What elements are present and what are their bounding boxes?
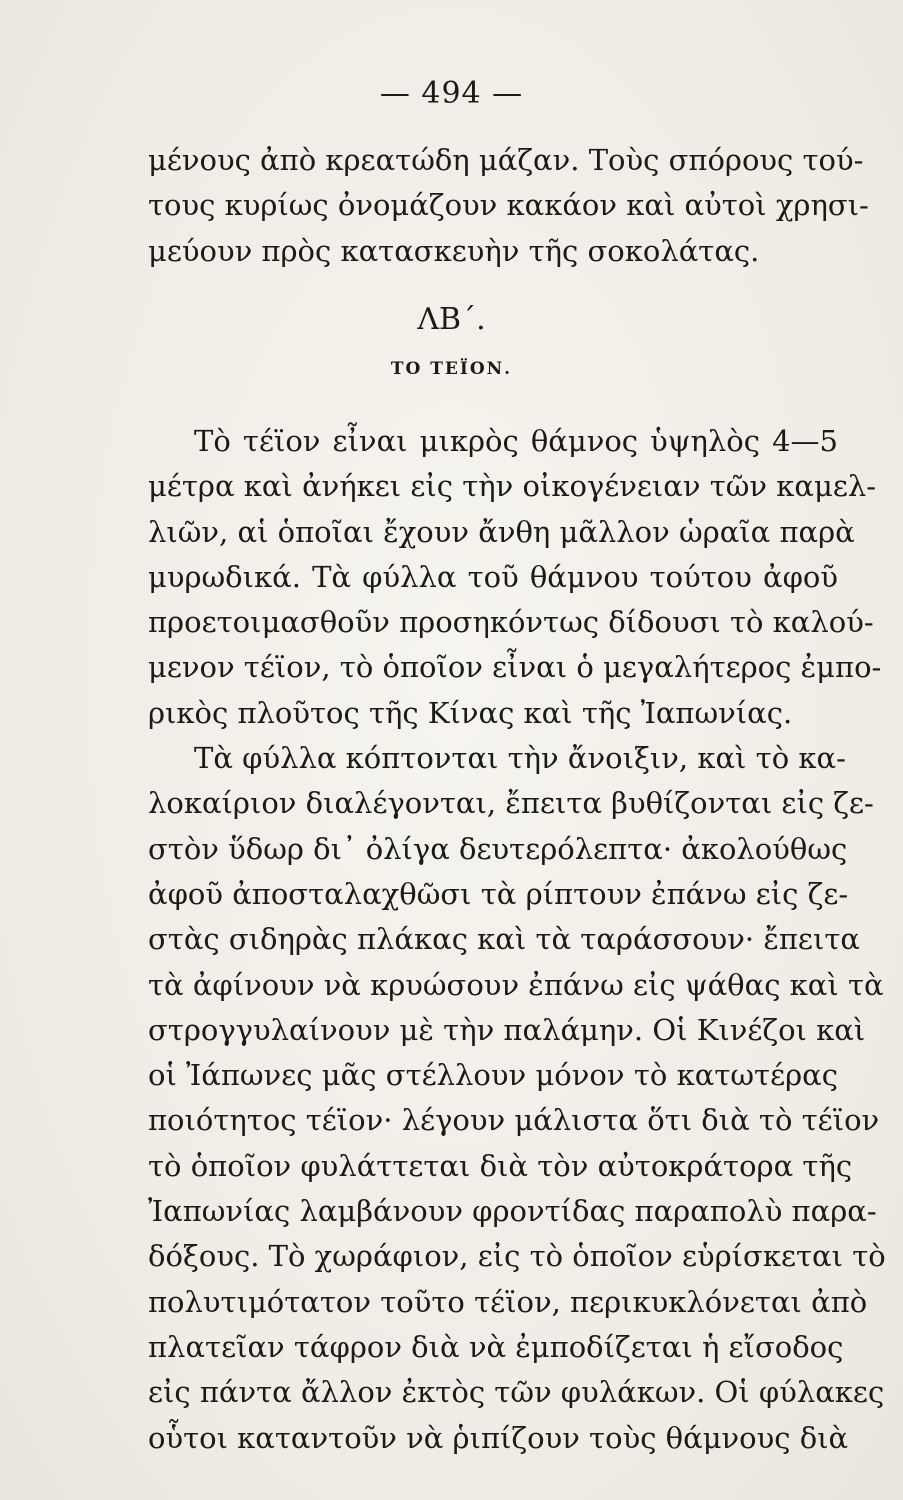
text-line: τὰ ἀφίνουν νὰ κρυώσουν ἐπάνω εἰς ψάθας καὶ τὰ [148,967,884,1002]
text-line: οἱ Ἰάπωνες μᾶς στέλλουν μόνον τὸ κατωτέρας [148,1058,838,1093]
text-line: Ἰαπωνίας λαμβάνουν φροντίδας παραπολὺ παρα- [148,1194,877,1229]
section-title: ΤΟ ΤΕΪΟΝ. [390,359,513,379]
top-paragraph [148,138,869,274]
text-line: μυρωδικά. Τὰ φύλλα τοῦ θάμνου τούτου ἀφοῦ [148,559,838,594]
page-number: — 494 — [379,76,524,111]
text-line: μεύουν πρὸς κατασκευὴν τῆς σοκολάτας. [148,233,760,268]
text-line: δόξους. Τὸ χωράφιον, εἰς τὸ ὁποῖον εὑρίσκεται τὸ [148,1239,886,1274]
text-line: τους κυρίως ὀνομάζουν κακάον καὶ αὐτοὶ χρησι- [148,188,869,223]
text-line: πλατεῖαν τάφρον διὰ νὰ ἐμποδίζεται ἡ εἴσοδος [148,1329,844,1364]
text-line: μένους ἀπὸ κρεατώδη μάζαν. Τοὺς σπόρους τού- [148,143,864,177]
text-line: εἰς πάντα ἄλλον ἐκτὸς τῶν φυλάκων. Οἱ φύλακες [148,1375,885,1410]
text-line: λιῶν, αἱ ὁποῖαι ἔχουν ἄνθη μᾶλλον ὡραῖα παρὰ [148,514,855,549]
text-line: τὸ ὁποῖον φυλάττεται διὰ τὸν αὐτοκράτορα τῆς [148,1148,853,1183]
paragraph-2 [148,736,886,1461]
text-line: στρογγυλαίνουν μὲ τὴν παλάμην. Οἱ Κινέζοι καὶ [148,1012,866,1047]
text-line: μέτρα καὶ ἀνήκει εἰς τὴν οἰκογένειαν τῶν καμελ- [148,469,877,504]
text-line: μενον τέϊον, τὸ ὁποῖον εἶναι ὁ μεγαλήτερος ἐμπο- [148,650,882,685]
text-line: οὗτοι καταντοῦν νὰ ῥιπίζουν τοὺς θάμνους διὰ [148,1420,849,1455]
text-line: πολυτιμότατον τοῦτο τέϊον, περικυκλόνεται ἀπὸ [148,1284,868,1319]
text-line: Τὰ φύλλα κόπτονται τὴν ἄνοιξιν, καὶ τὸ κα- [194,741,846,776]
section-heading: ΛΒ΄. [417,302,486,337]
text-line: Τὸ τέϊον εἶναι μικρὸς θάμνος ὑψηλὸς 4—5 [194,424,838,458]
text-line: λοκαίριον διαλέγονται, ἔπειτα βυθίζονται εἰς ζε- [148,786,874,821]
text-line: στὸν ὕδωρ δι᾽ ὀλίγα δευτερόλεπτα· ἀκολούθως [148,831,848,866]
text-line: ποιότητος τέϊον· λέγουν μάλιστα ὅτι διὰ τὸ τέϊον [148,1103,880,1138]
main-text [148,419,886,1461]
text-line: ρικὸς πλοῦτος τῆς Κίνας καὶ τῆς Ἰαπωνίας. [148,695,793,730]
text-line: στὰς σιδηρὰς πλάκας καὶ τὰ ταράσσουν· ἔπειτα [148,922,860,957]
paragraph-1 [148,419,882,736]
text-line: προετοιμασθοῦν προσηκόντως δίδουσι τὸ καλού- [148,605,874,640]
text-line: ἀφοῦ ἀποσταλαχθῶσι τὰ ρίπτουν ἐπάνω εἰς ζε- [148,876,849,911]
